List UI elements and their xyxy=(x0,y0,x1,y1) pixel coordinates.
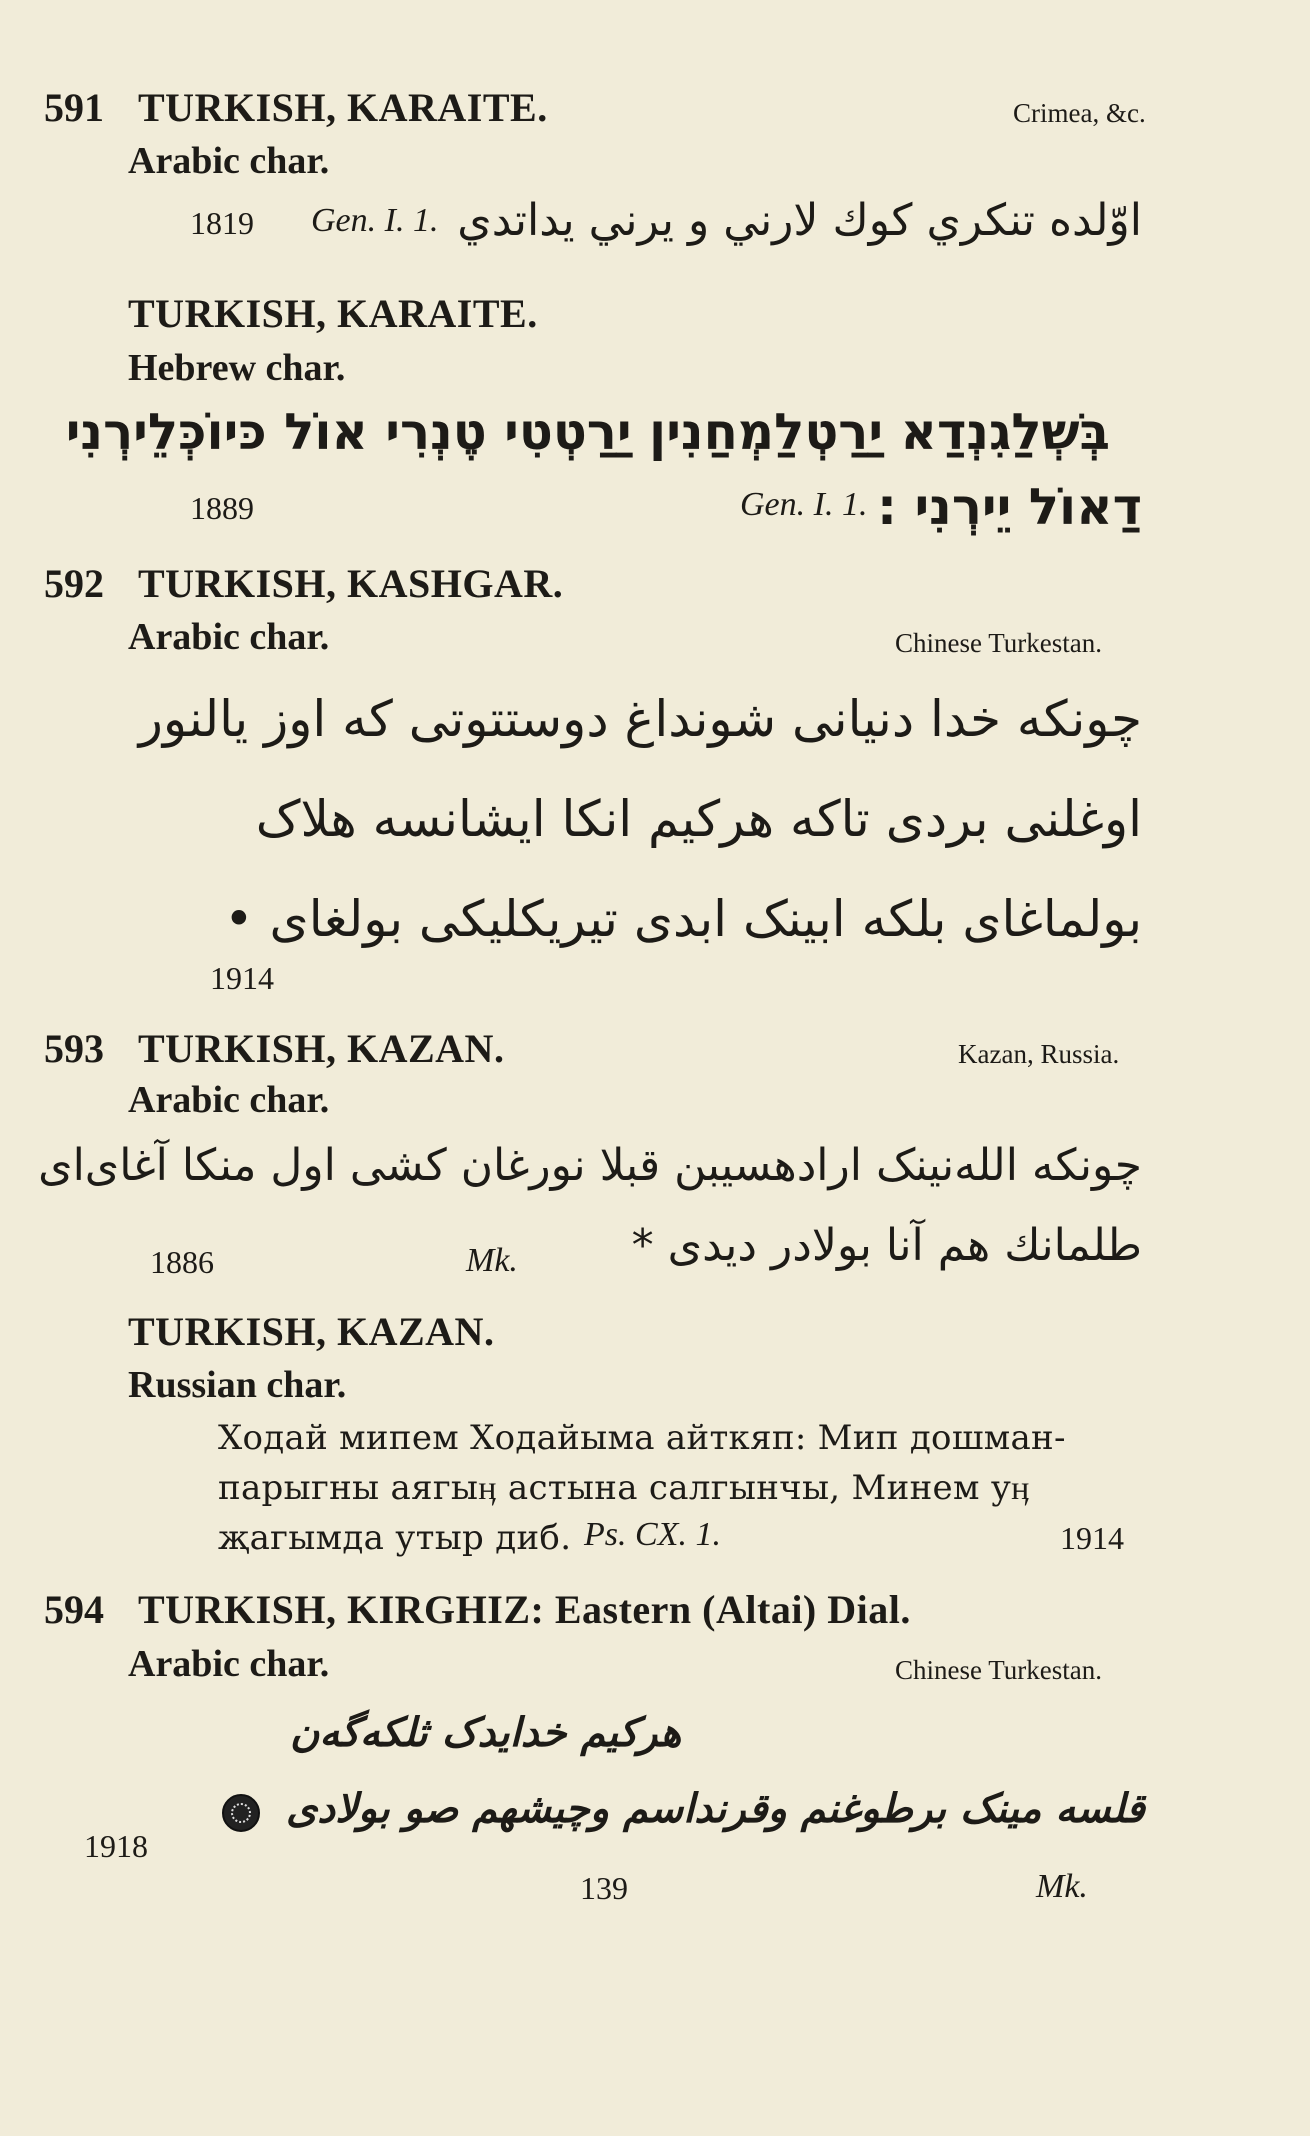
reference-psalm: Ps. CX. 1. xyxy=(584,1516,721,1553)
entry-location-chinese-turkestan: Chinese Turkestan. xyxy=(895,628,1103,658)
footer-signature: Mk. xyxy=(1036,1868,1088,1905)
entry-location-crimea: Crimea, &c. xyxy=(1013,98,1146,128)
hebrew-text-line2: דַאוֹל יֵירְנִי : xyxy=(877,478,1142,536)
arabic-text-kazan-line2: ﻃﻠﻤﺎﻧﻚ هم آنا بولادر دیدی * xyxy=(631,1220,1142,1271)
entry-title-kazan: TURKISH, KAZAN. xyxy=(138,1026,505,1071)
entry-number-592: 592 xyxy=(44,561,104,606)
reference-mk-kazan: Mk. xyxy=(466,1242,518,1279)
entry-number-593: 593 xyxy=(44,1026,104,1071)
arabic-text-karaite: اوّلده تنكري كوك لارني و يرني يداتدي xyxy=(457,195,1142,246)
script-label-arabic-kazan: Arabic char. xyxy=(128,1079,330,1121)
entry-location-kazan: Kazan, Russia. xyxy=(958,1039,1120,1069)
year-1918: 1918 xyxy=(84,1828,148,1864)
year-1819: 1819 xyxy=(190,205,254,241)
entry-title-kashgar: TURKISH, KASHGAR. xyxy=(138,561,564,606)
russian-text-line3: җагымда утыр диб. xyxy=(218,1518,572,1558)
arabic-text-kashgar-line2: اوغلنی بردی تاکه هرکیم انکا ایشانسه هلاک xyxy=(255,790,1142,848)
entry-title-kazan-russian: TURKISH, KAZAN. xyxy=(128,1309,495,1354)
arabic-text-kashgar-line3: بولماغای بلکه ابینک ابدی تیریکلیکی بولغای • xyxy=(224,890,1142,948)
year-1914-kashgar: 1914 xyxy=(210,960,274,996)
russian-text-line2: парыгны аягыӊ астына салгынчы, Минем уӊ xyxy=(218,1468,1030,1508)
page-number: 139 xyxy=(580,1870,628,1906)
script-label-arabic: Arabic char. xyxy=(128,140,330,182)
year-1914-kazan: 1914 xyxy=(1060,1520,1124,1556)
arabic-text-kazan-line1: چونکه الله‌نینک ارادهسیبن قبلا نورغان کشی اول منکا آغای‌ای xyxy=(38,1140,1142,1191)
entry-title-karaite: TURKISH, KARAITE. xyxy=(138,85,548,130)
russian-text-line1: Ходай мипем Ходайыма айткяп: Мип дошман- xyxy=(218,1418,1066,1458)
hebrew-text-line1: בְּשְׁלַגִנְדַא יַרַטְלַמְחַנִין יַרַטְטִי טֶנְרִי אוֹל כּיוֹכְּלֵירְנִי xyxy=(65,403,1110,461)
reference-gen-2: Gen. I. 1. xyxy=(740,486,868,523)
arabic-text-kirghiz-line2: قلسه مینک برطوغنم وقرنداسم وچیشهم صو بولادی xyxy=(286,1786,1145,1832)
year-1889: 1889 xyxy=(190,490,254,526)
entry-location-chinese-turkestan-2: Chinese Turkestan. xyxy=(895,1655,1103,1685)
script-label-hebrew: Hebrew char. xyxy=(128,347,346,389)
arabic-text-kirghiz-line1: هرکیم خدایدک ثلکه‌گه‌ن xyxy=(290,1710,682,1756)
script-label-arabic-kashgar: Arabic char. xyxy=(128,616,330,658)
entry-title-kirghiz: TURKISH, KIRGHIZ: Eastern (Altai) Dial. xyxy=(138,1587,911,1632)
reference-gen: Gen. I. 1. xyxy=(311,202,439,239)
entry-number-591: 591 xyxy=(44,85,104,130)
arabic-text-kashgar-line1: چونکه خدا دنیانی شونداغ دوستتوتی که اوز یالنور xyxy=(138,690,1142,748)
script-label-russian: Russian char. xyxy=(128,1364,347,1406)
script-label-arabic-kirghiz: Arabic char. xyxy=(128,1643,330,1685)
entry-title-karaite-hebrew: TURKISH, KARAITE. xyxy=(128,291,538,336)
seal-icon xyxy=(222,1794,260,1832)
entry-number-594: 594 xyxy=(44,1587,104,1632)
year-1886: 1886 xyxy=(150,1244,214,1280)
